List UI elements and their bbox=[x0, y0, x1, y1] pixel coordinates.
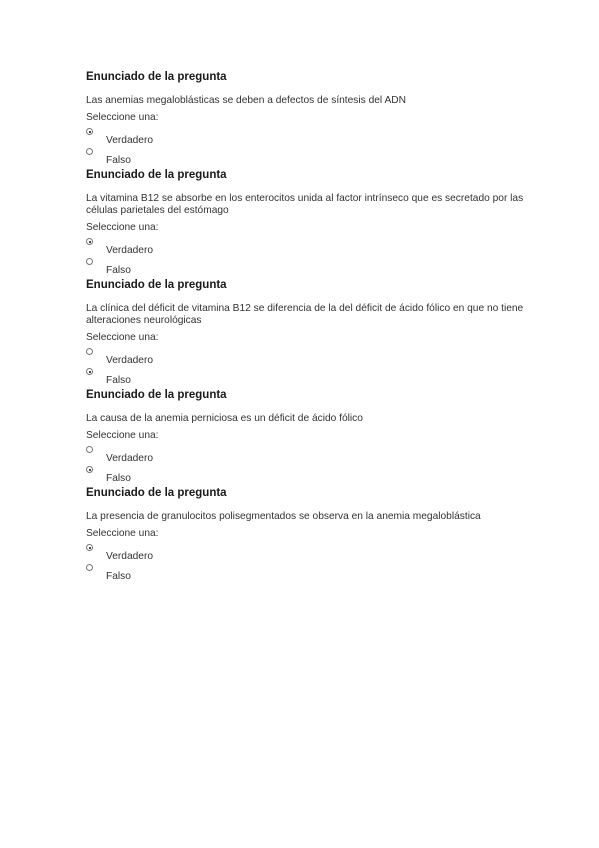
question-text: La causa de la anemia perniciosa es un déficit de ácido fólico bbox=[86, 413, 363, 424]
select-one-prompt: Seleccione una: bbox=[86, 112, 159, 123]
option-label: Verdadero bbox=[106, 453, 154, 464]
option-falso[interactable] bbox=[86, 368, 526, 388]
radio-button[interactable] bbox=[86, 148, 93, 155]
question-heading: Enunciado de la pregunta bbox=[86, 279, 227, 291]
option-label: Verdadero bbox=[106, 551, 154, 562]
question-text: Las anemias megaloblásticas se deben a defectos de síntesis del ADN bbox=[86, 95, 406, 106]
radio-button[interactable] bbox=[86, 258, 93, 265]
radio-button[interactable] bbox=[86, 348, 93, 355]
option-verdadero[interactable] bbox=[86, 238, 526, 258]
select-one-prompt: Seleccione una: bbox=[86, 332, 159, 343]
question-text: La vitamina B12 se absorbe en los enterocitos unida al factor intrínseco que es secretado por las células parietales del estómago bbox=[86, 193, 524, 216]
option-verdadero[interactable] bbox=[86, 446, 526, 466]
question-1 bbox=[86, 70, 526, 168]
radio-button[interactable] bbox=[86, 128, 93, 135]
question-3 bbox=[86, 278, 526, 388]
question-text: La presencia de granulocitos polisegmentados se observa en la anemia megaloblástica bbox=[86, 511, 481, 522]
radio-button[interactable] bbox=[86, 368, 93, 375]
radio-button[interactable] bbox=[86, 564, 93, 571]
radio-button[interactable] bbox=[86, 544, 93, 551]
question-2 bbox=[86, 168, 526, 278]
option-label: Falso bbox=[106, 265, 131, 276]
radio-button[interactable] bbox=[86, 466, 93, 473]
option-label: Falso bbox=[106, 155, 131, 166]
question-heading: Enunciado de la pregunta bbox=[86, 389, 227, 401]
option-label: Verdadero bbox=[106, 135, 154, 146]
radio-button[interactable] bbox=[86, 446, 93, 453]
option-label: Verdadero bbox=[106, 355, 154, 366]
select-one-prompt: Seleccione una: bbox=[86, 222, 159, 233]
option-label: Verdadero bbox=[106, 245, 154, 256]
option-falso[interactable] bbox=[86, 466, 526, 486]
option-label: Falso bbox=[106, 375, 131, 386]
option-falso[interactable] bbox=[86, 564, 526, 584]
question-heading: Enunciado de la pregunta bbox=[86, 169, 227, 181]
select-one-prompt: Seleccione una: bbox=[86, 430, 159, 441]
option-falso[interactable] bbox=[86, 258, 526, 278]
quiz-page bbox=[86, 70, 526, 584]
question-heading: Enunciado de la pregunta bbox=[86, 487, 227, 499]
option-verdadero[interactable] bbox=[86, 128, 526, 148]
select-one-prompt: Seleccione una: bbox=[86, 528, 159, 539]
option-label: Falso bbox=[106, 571, 131, 582]
option-falso[interactable] bbox=[86, 148, 526, 168]
question-4 bbox=[86, 388, 526, 486]
radio-button[interactable] bbox=[86, 238, 93, 245]
question-text: La clínica del déficit de vitamina B12 se diferencia de la del déficit de ácido fólico en que no tiene alteraciones neurológicas bbox=[86, 303, 524, 326]
option-verdadero[interactable] bbox=[86, 348, 526, 368]
question-heading: Enunciado de la pregunta bbox=[86, 71, 227, 83]
question-5 bbox=[86, 486, 526, 584]
option-verdadero[interactable] bbox=[86, 544, 526, 564]
option-label: Falso bbox=[106, 473, 131, 484]
